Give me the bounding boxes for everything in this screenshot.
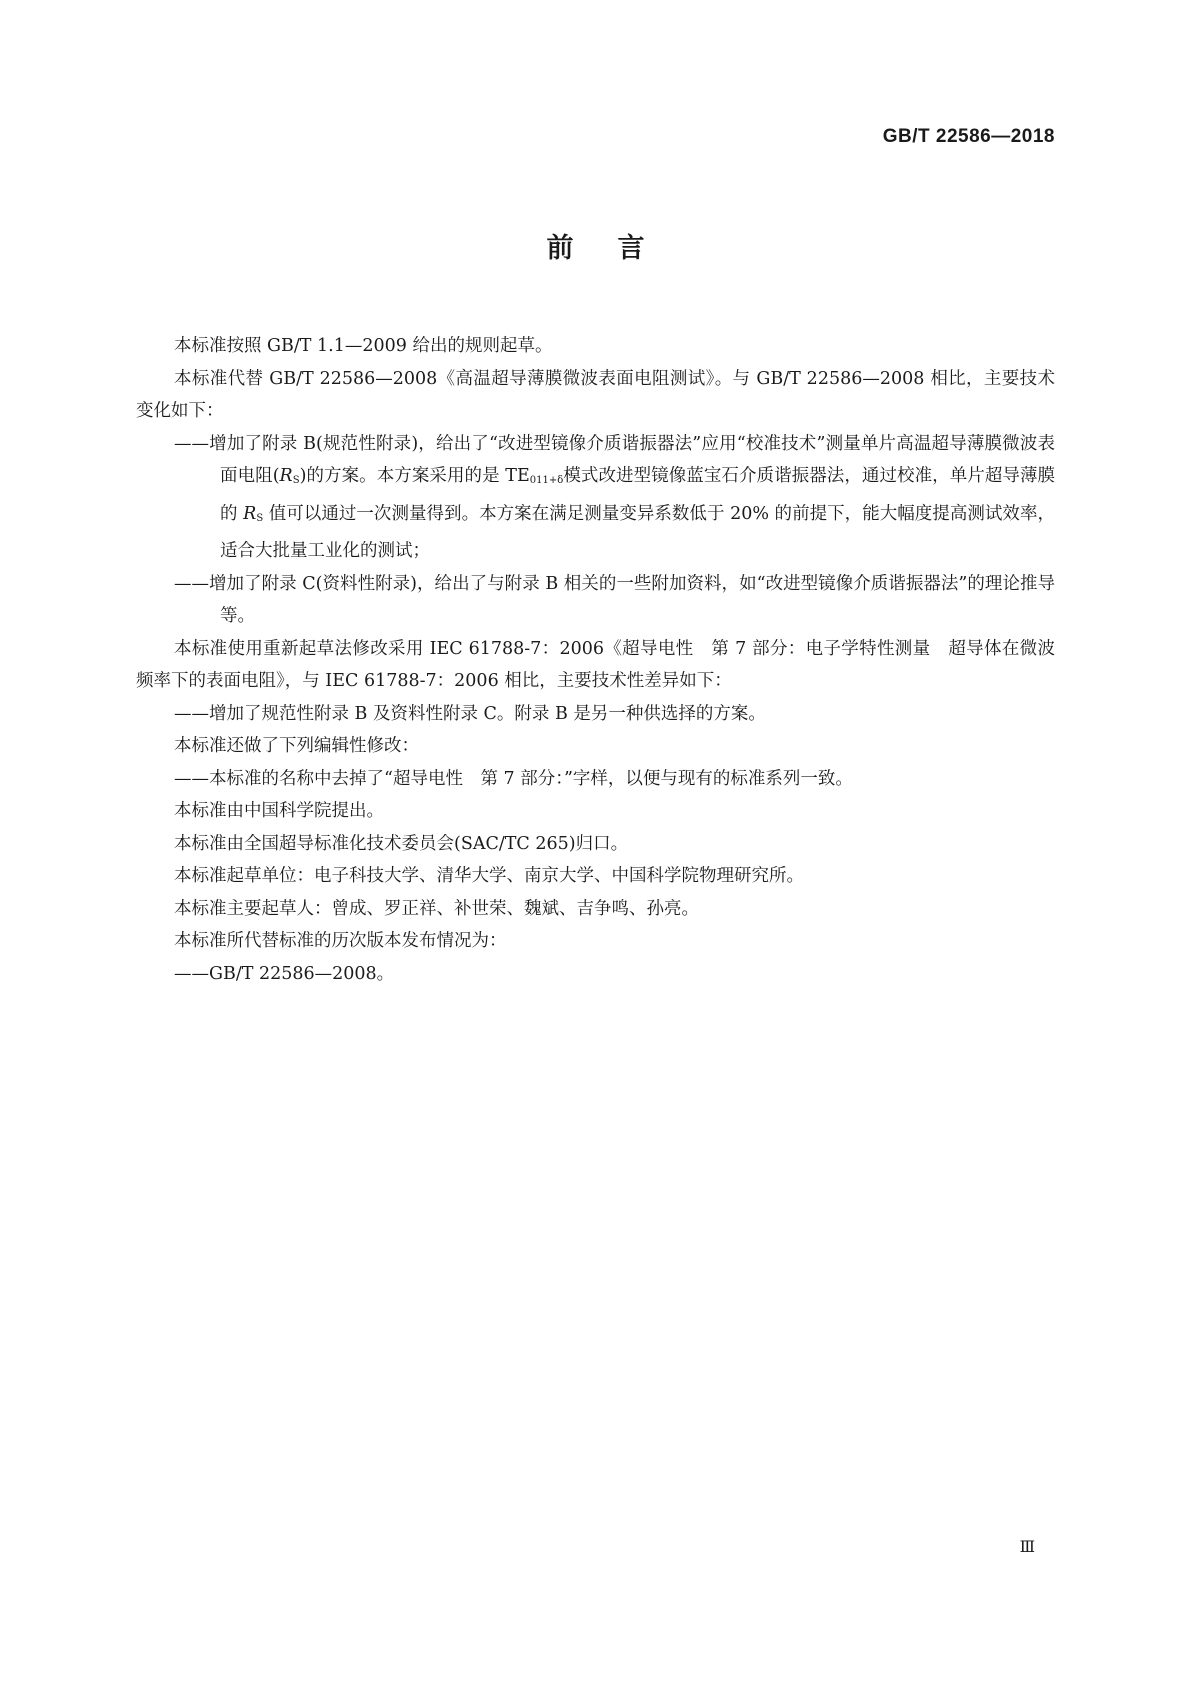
paragraph: 本标准起草单位：电子科技大学、清华大学、南京大学、中国科学院物理研究所。 <box>174 866 804 886</box>
page-number: Ⅲ <box>1019 1537 1036 1556</box>
paragraph: 本标准代替 GB/T 22586—2008《高温超导薄膜微波表面电阻测试》。与 GB/T 22586—2008 相比，主要技术变化如下： <box>136 368 1055 421</box>
foreword-body <box>136 330 1055 990</box>
text-run: )的方案。本方案采用的是 TE <box>299 466 530 486</box>
subscript: S <box>256 512 264 524</box>
paragraph: 本标准主要起草人：曾成、罗正祥、补世荣、魏斌、吉争鸣、孙亮。 <box>174 898 699 919</box>
standard-number: GB/T 22586—2018 <box>882 126 1055 147</box>
symbol-r: R <box>243 503 257 524</box>
list-item: ——增加了规范性附录 B 及资料性附录 C。附录 B 是另一种供选择的方案。 <box>174 703 766 724</box>
symbol-r: R <box>279 466 293 486</box>
paragraph: 本标准还做了下列编辑性修改： <box>174 736 419 756</box>
paragraph: 本标准按照 GB/T 1.1—2009 给出的规则起草。 <box>174 336 553 356</box>
subscript: 011+δ <box>529 475 564 486</box>
list-item: ——GB/T 22586—2008。 <box>174 963 395 984</box>
text-run: 模式改进型镜像蓝宝石介质谐振器法，通过校准，单片超导薄膜的 <box>220 466 1056 524</box>
paragraph: 本标准使用重新起草法修改采用 IEC 61788-7：2006《超导电性 第 7 部分：电子学特性测量 超导体在微波频率下的表面电阻》，与 IEC 61788-7：2006 相比，主要技术性差异如下： <box>136 638 1055 691</box>
list-item <box>136 428 1055 568</box>
page-title: 前言 <box>546 233 689 264</box>
list-item: ——本标准的名称中去掉了“超导电性 第 7 部分：”字样，以便与现有的标准系列一致。 <box>174 768 853 789</box>
paragraph: 本标准由全国超导标准化技术委员会(SAC/TC 265)归口。 <box>174 833 629 854</box>
list-item: ——增加了附录 C(资料性附录)，给出了与附录 B 相关的一些附加资料，如“改进型镜像介质谐振器法”的理论推导等。 <box>174 573 1055 626</box>
subscript: S <box>292 475 300 486</box>
paragraph: 本标准所代替标准的历次版本发布情况为： <box>174 931 507 951</box>
text-run: 值可以通过一次测量得到。本方案在满足测量变异系数低于 20% 的前提下，能大幅度提高测试效率，适合大批量工业化的测试； <box>220 503 1055 561</box>
text-run: ——增加了附录 B(规范性附录)，给出了“改进型镜像介质谐振器法”应用“校准技术”测量单片高温超导薄膜微波表面电阻( <box>174 433 1055 486</box>
paragraph: 本标准由中国科学院提出。 <box>174 801 384 821</box>
